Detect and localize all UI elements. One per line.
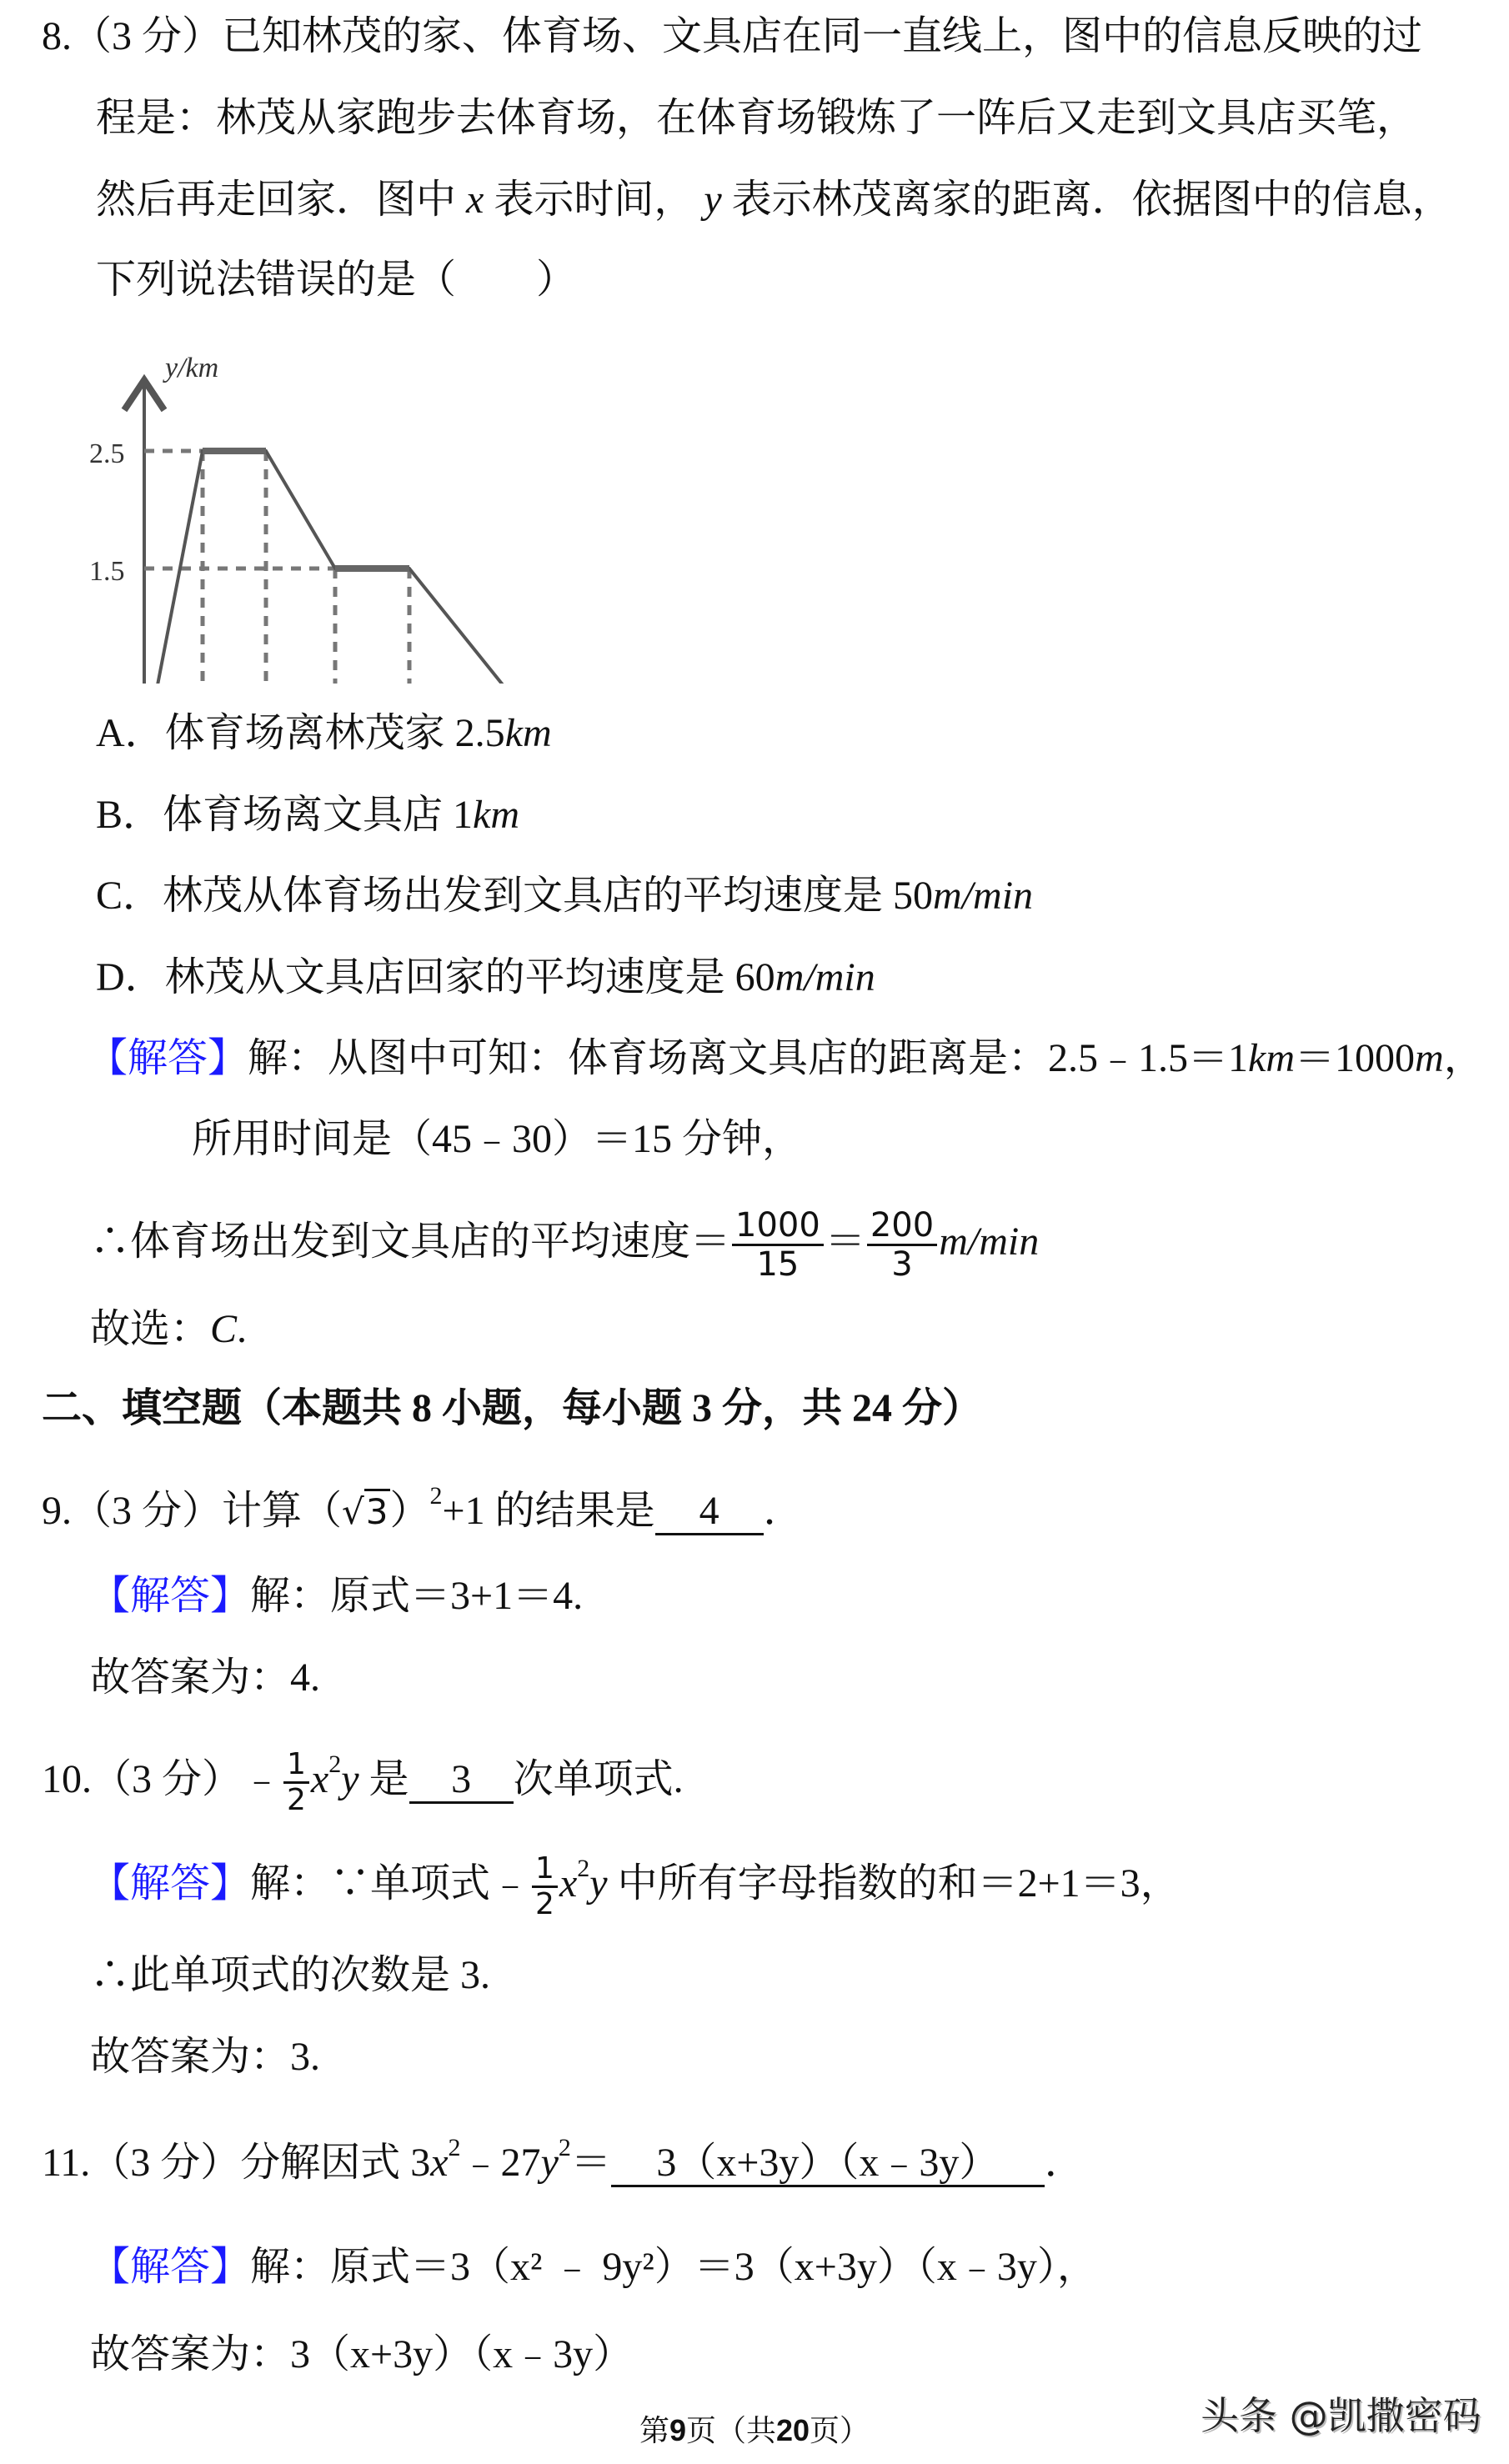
q9-text: +1 的结果是 (442, 1489, 655, 1533)
section-header: 二、填空题（本题共 8 小题，每小题 3 分，共 24 分） (42, 1386, 983, 1430)
solution-text: ∴体育场出发到文具店的平均速度＝ (90, 1219, 731, 1264)
watermark: 头条 @凯撒密码 (1201, 2393, 1481, 2438)
exponent: 2 (558, 2134, 571, 2161)
q10-text: 次单项式. (513, 1757, 684, 1801)
option-label: D． (96, 955, 165, 999)
exponent: 2 (328, 1750, 342, 1778)
fraction-200-over-3: $\frac{200}{3}$ (867, 1207, 937, 1283)
option-text: 体育场离林茂家 2.5 (164, 711, 505, 755)
y-tick-2-5: 2.5 (89, 438, 125, 469)
paren: ） (389, 1489, 430, 1533)
solution-text: 解：原式＝3+1＝4. (250, 1574, 584, 1618)
solution-tag: 【解答】 (90, 2245, 251, 2289)
unit: m/min (939, 1219, 1040, 1264)
var-x: x (466, 178, 484, 222)
solution-text: 解：从图中可知：体育场离文具店的距离是：2.5﹣1.5＝1 (248, 1036, 1249, 1080)
option-label: A． (96, 711, 165, 755)
exponent: 2 (577, 1855, 590, 1882)
total-pages: 20 (776, 2413, 810, 2447)
equals: ＝ (570, 2141, 611, 2185)
option-unit: km (473, 793, 520, 837)
q8-stem-text: 然后再走回家．图中 (96, 178, 457, 222)
q8-stem-line-1: 8.（3 分）已知林茂的家、体育场、文具店在同一直线上，图中的信息反映的过 (42, 14, 1423, 58)
y-axis-label: y/km (165, 353, 219, 383)
unit: m (1415, 1036, 1444, 1080)
punct: ． (1044, 2141, 1085, 2185)
footer-text: 第 (639, 2414, 669, 2447)
option-c[interactable] (96, 871, 1033, 921)
q9-answer: 故答案为：4. (90, 1655, 321, 1700)
page-number: 9 (669, 2413, 686, 2447)
punct: ． (763, 1489, 804, 1533)
option-text: 林茂从文具店回家的平均速度是 60 (164, 955, 775, 999)
solution-tag: 【解答】 (88, 1036, 248, 1080)
q10-text: 10.（3 分）﹣ (42, 1757, 283, 1801)
answer-blank: 3 (409, 1758, 514, 1804)
sqrt-icon: √3 (342, 1487, 390, 1537)
distance-time-graph (67, 333, 700, 684)
axes (144, 383, 625, 684)
q8-solution-line-2: 所用时间是（45﹣30）＝15 分钟， (192, 1117, 803, 1161)
punct: ， (1443, 1036, 1484, 1080)
q10-answer: 故答案为：3. (90, 2035, 321, 2079)
footer-text: 页） (810, 2414, 870, 2447)
solution-text: 解：∵单项式﹣ (250, 1861, 531, 1906)
footer-text: 页（共 (685, 2414, 776, 2447)
q11-stem (42, 2134, 1085, 2188)
q11-text: 11.（3 分）分解因式 3 (42, 2141, 431, 2185)
option-text: 林茂从体育场出发到文具店的平均速度是 50 (163, 874, 934, 918)
var-x: x (430, 2141, 449, 2185)
q11-solution (90, 2242, 1097, 2292)
answer-blank: 4 (655, 1490, 764, 1535)
fraction-one-half: $\frac{1}{2}$ (532, 1852, 558, 1921)
q8-stem-text: 表示林茂离家的距离．依据图中的信息， (731, 178, 1452, 222)
option-label: C． (96, 874, 163, 918)
option-unit: m/min (933, 874, 1034, 918)
var-x: x (310, 1757, 329, 1801)
punct: . (237, 1307, 248, 1351)
q8-answer (90, 1305, 247, 1355)
fraction-one-half: $\frac{1}{2}$ (283, 1748, 309, 1817)
option-unit: m/min (775, 955, 875, 999)
solution-tag: 【解答】 (90, 1861, 251, 1906)
q8-stem-line-2: 程是：林茂从家跑步去体育场，在体育场锻炼了一阵后又走到文具店买笔， (96, 96, 1417, 140)
equals: ＝ (825, 1219, 865, 1264)
q8-solution-line-1 (88, 1034, 1484, 1084)
q8-stem-line-3 (96, 175, 1452, 225)
q9-text: 9.（3 分）计算（ (42, 1489, 343, 1533)
exponent: 2 (429, 1482, 443, 1510)
answer-value: C (210, 1307, 238, 1351)
option-text: 体育场离文具店 1 (163, 793, 474, 837)
q11-answer: 故答案为：3（x+3y）（x﹣3y） (90, 2332, 634, 2376)
option-b[interactable] (96, 790, 519, 840)
q9-stem (42, 1482, 804, 1537)
y-tick-1-5: 1.5 (89, 556, 125, 587)
var-y: y (704, 178, 722, 222)
option-unit: km (504, 711, 552, 755)
var-y: y (540, 2141, 559, 2185)
q8-solution-line-3 (90, 1200, 1039, 1284)
answer-blank: 3（x+3y）（x﹣3y） (611, 2141, 1045, 2187)
q10-text: 是 (358, 1757, 409, 1801)
option-label: B． (96, 793, 163, 837)
solution-text: ＝1000 (1295, 1036, 1416, 1080)
var-x: x (559, 1861, 578, 1906)
q10-conclusion: ∴此单项式的次数是 3. (90, 1953, 491, 1997)
q10-stem (42, 1738, 684, 1821)
q9-solution (90, 1571, 583, 1621)
fraction-1000-over-15: $\frac{1000}{15}$ (732, 1207, 824, 1283)
answer-label: 故选： (90, 1307, 211, 1351)
solution-text: 中所有字母指数的和＝2+1＝3， (607, 1861, 1181, 1906)
exponent: 2 (448, 2134, 461, 2161)
q8-stem-line-4: 下列说法错误的是（ ） (96, 258, 577, 302)
q11-text: ﹣27 (460, 2141, 541, 2185)
q10-solution (90, 1842, 1181, 1926)
option-a[interactable] (96, 709, 552, 759)
var-y: y (341, 1757, 359, 1801)
unit: km (1248, 1036, 1295, 1080)
option-d[interactable] (96, 953, 875, 1003)
solution-text: 解：原式＝3（x² ﹣ 9y²）＝3（x+3y）（x﹣3y）， (250, 2245, 1097, 2289)
solution-tag: 【解答】 (90, 1574, 251, 1618)
var-y: y (589, 1861, 608, 1906)
q8-stem-text: 表示时间， (494, 178, 694, 222)
